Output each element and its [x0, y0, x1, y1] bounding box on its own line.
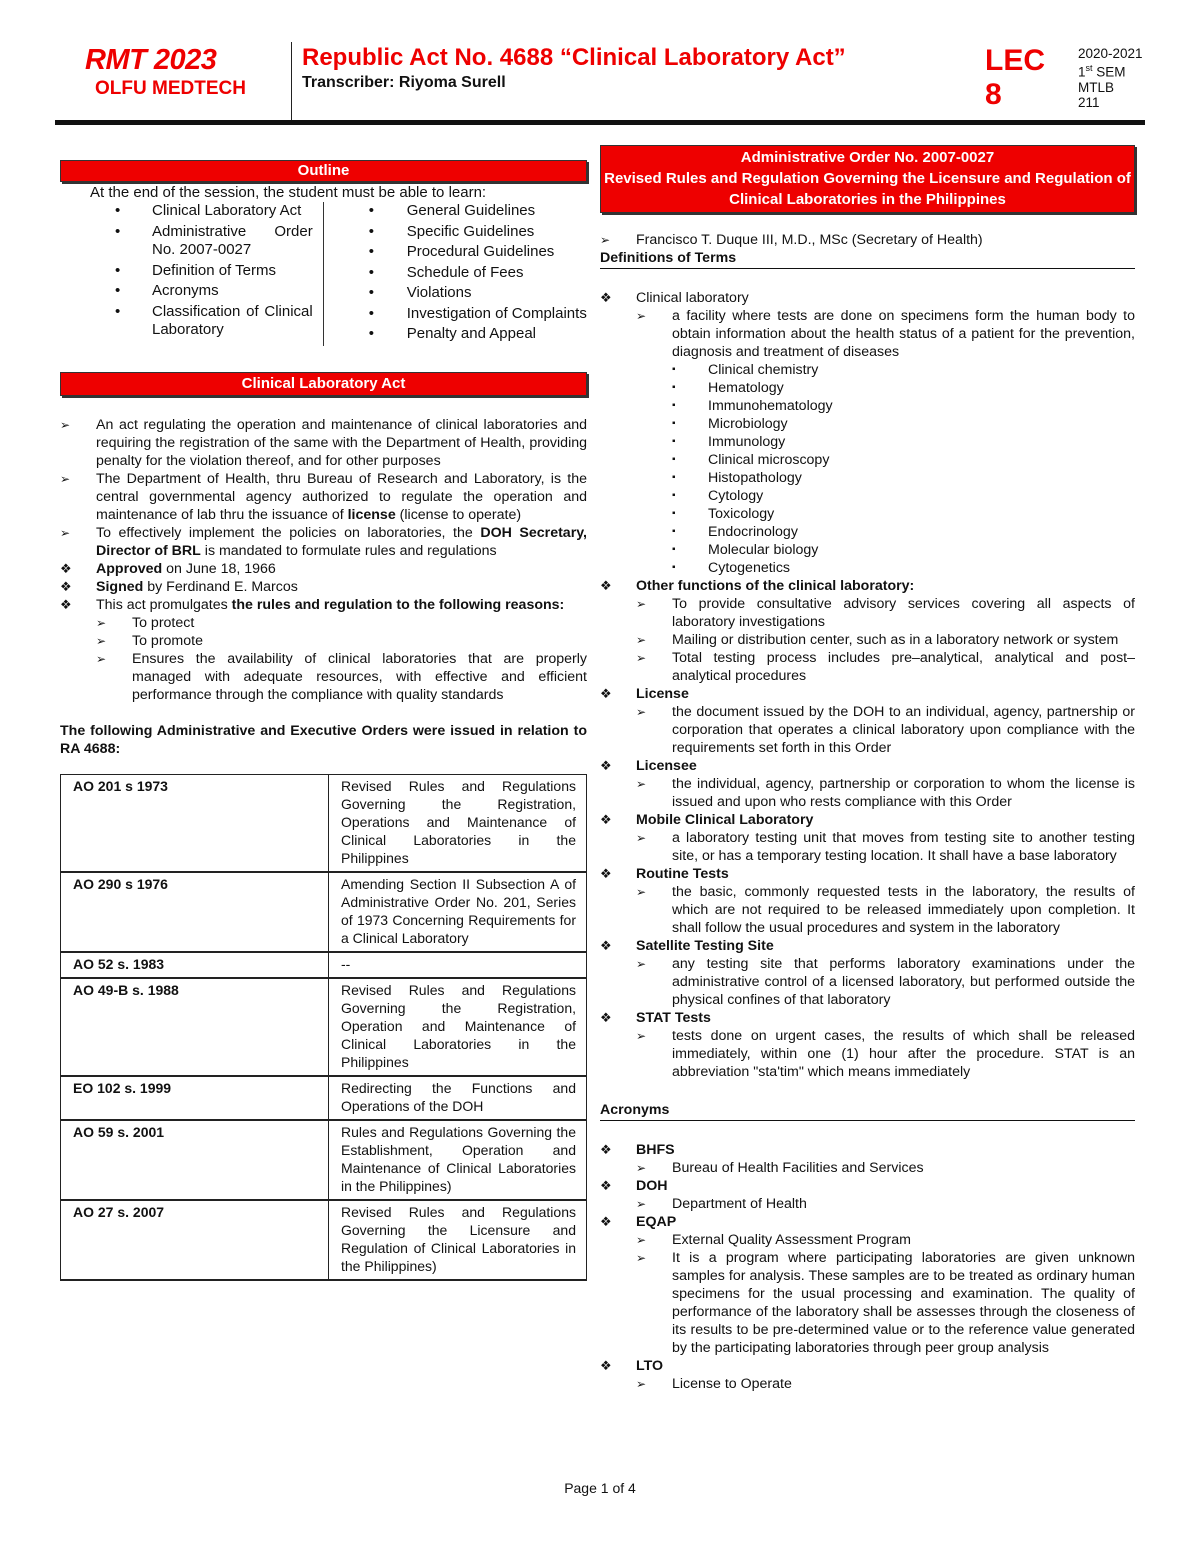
- order-code: AO 27 s. 2007: [61, 1200, 329, 1280]
- order-code: AO 49-B s. 1988: [61, 978, 329, 1076]
- order-row: [61, 1076, 587, 1120]
- lab-section-item: ▪ Clinical microscopy: [672, 451, 1135, 469]
- lab-section-item: ▪ Immunology: [672, 433, 1135, 451]
- ao2007-title: Revised Rules and Regulation Governing the Licensure and Regulation of Clinical Laboratories in the Philippines: [604, 170, 1131, 208]
- reason-item: ➢ To protect: [96, 614, 587, 632]
- acronym-item: ❖ LTO ➢ License to Operate: [600, 1357, 1135, 1393]
- ao2007-heading: [600, 145, 1135, 213]
- lab-section-item: ▪ Histopathology: [672, 469, 1135, 487]
- definition-item: ❖ Mobile Clinical Laboratory ➢ a laboratory testing unit that moves from testing site to another testing site, or has a temporary testing location. It shall have a base laboratory: [600, 811, 1135, 865]
- act-point: ➢ An act regulating the operation and maintenance of clinical laboratories and requiring the registration of the same with the Department of Health, providing penalty for the violation thereof, and for other purposes: [60, 416, 587, 470]
- document-title: Republic Act No. 4688 “Clinical Laboratory Act”: [302, 44, 846, 71]
- outline-item: • Penalty and Appeal: [369, 325, 587, 344]
- lab-section-item: ▪ Hematology: [672, 379, 1135, 397]
- transcriber: Transcriber: Riyoma Surell: [302, 74, 506, 91]
- definition-text: ➢ the document issued by the DOH to an individual, agency, partnership or corporation that operates a clinical laboratory upon compliance with the requirements set forth in this Order: [636, 703, 1135, 757]
- semester-info: [1078, 46, 1143, 110]
- outline-left-list: [60, 202, 324, 346]
- order-description: Rules and Regulations Governing the Establishment, Operation and Maintenance of Clinical Laboratories in the Philippines): [329, 1120, 587, 1200]
- outline-item: • Classification of Clinical Laboratory: [115, 303, 313, 340]
- order-description: Amending Section II Subsection A of Administrative Order No. 201, Series of 1973 Concerning Requirements for a Clinical Laboratory: [329, 872, 587, 952]
- order-code: AO 201 s 1973: [61, 774, 329, 872]
- acronym-def: ➢ Department of Health: [636, 1195, 1135, 1213]
- acronym-item: ❖ EQAP ➢ External Quality Assessment Program ➢ It is a program where participating laboratories are given unknown samples for analysis. These samples are to be treated as ordinary human specimens for the usual processing and examination. The quality of performance of the laboratory shall be assesses through the closeness of its results to be pre-determined value or to the reference value generated by the participating laboratories through peer group analysis: [600, 1213, 1135, 1357]
- signed-fact: ❖ Signed by Ferdinand E. Marcos: [60, 578, 587, 596]
- outline-intro: At the end of the session, the student must be able to learn:: [90, 184, 487, 201]
- act-heading: Clinical Laboratory Act: [60, 372, 587, 396]
- acronym-item: ❖ DOH ➢ Department of Health: [600, 1177, 1135, 1213]
- lab-section-item: ▪ Microbiology: [672, 415, 1135, 433]
- reason-item: ➢ Ensures the availability of clinical laboratories that are properly managed with adequate resources, with effective and efficient performance through the compliance with quality standards: [96, 650, 587, 704]
- outline-list: [60, 202, 587, 346]
- school-name: OLFU MEDTECH: [95, 78, 246, 99]
- order-description: Revised Rules and Regulations Governing the Registration, Operations and Maintenance of Clinical Laboratories in the Philippines: [329, 774, 587, 872]
- left-column: [60, 160, 587, 1281]
- reasons-list: [96, 614, 587, 704]
- definition-item: ❖ Other functions of the clinical laboratory: ➢ To provide consultative advisory services covering all aspects of laboratory investigations ➢ Mailing or distribution center, such as in a laboratory network or system ➢ Total testing process includes pre–analytical, analytical and post–analytical procedures: [600, 577, 1135, 685]
- other-function-item: ➢ Mailing or distribution center, such as in a laboratory network or system: [636, 631, 1135, 649]
- lab-section-item: ▪ Endocrinology: [672, 523, 1135, 541]
- secretary: ➢ Francisco T. Duque III, M.D., MSc (Secretary of Health): [600, 231, 1135, 249]
- order-row: [61, 872, 587, 952]
- orders-table: [60, 774, 587, 1281]
- order-code: AO 52 s. 1983: [61, 952, 329, 978]
- definition-item: ❖ Routine Tests ➢ the basic, commonly requested tests in the laboratory, the results of which are not required to be released immediately upon completion. It shall follow the usual procedures and system in the laboratory: [600, 865, 1135, 937]
- lab-section-item: ▪ Molecular biology: [672, 541, 1135, 559]
- outline-heading: Outline: [60, 160, 587, 182]
- ao2007-number: Administrative Order No. 2007-0027: [740, 149, 995, 166]
- outline-item: • Schedule of Fees: [369, 264, 587, 283]
- lab-section-item: ▪ Cytogenetics: [672, 559, 1135, 577]
- brand-title: RMT 2023: [85, 44, 217, 76]
- acronym-def: ➢ It is a program where participating laboratories are given unknown samples for analysis. These samples are to be treated as ordinary human specimens for the usual processing and examination. The quality of performance of the laboratory shall be assesses through the closeness of its results to be pre-determined value or to the reference value generated by the participating laboratories through peer group analysis: [636, 1249, 1135, 1357]
- course-number: 211: [1078, 94, 1100, 110]
- acronym-def: ➢ Bureau of Health Facilities and Services: [636, 1159, 1135, 1177]
- title-block: [302, 44, 972, 92]
- lab-section-item: ▪ Cytology: [672, 487, 1135, 505]
- outline-item: • Procedural Guidelines: [369, 243, 587, 262]
- order-row: [61, 952, 587, 978]
- definition-text: ➢ the basic, commonly requested tests in the laboratory, the results of which are not required to be released immediately upon completion. It shall follow the usual procedures and system in the laboratory: [636, 883, 1135, 937]
- definition-item: ❖ License ➢ the document issued by the DOH to an individual, agency, partnership or corporation that operates a clinical laboratory upon compliance with the requirements set forth in this Order: [600, 685, 1135, 757]
- outline-item: • Clinical Laboratory Act: [115, 202, 313, 221]
- outline-item: • Definition of Terms: [115, 262, 313, 281]
- definition-item: ❖ Clinical laboratory ➢ a facility where tests are done on specimens form the human body to obtain information about the health status of a patient for the prevention, diagnosis and treatment of diseases ▪ Clinical chemistry ▪ Hematology ▪ Immunohematology ▪ Microbiology ▪ Immunology ▪ Clinical microscopy ▪ Histopathology ▪ Cytology ▪ Toxicology ▪ Endocrinology ▪ Molecular biology ▪ Cytogenetics: [600, 289, 1135, 577]
- order-description: Revised Rules and Regulations Governing the Registration, Operation and Maintenance of Clinical Laboratories in the Philippines: [329, 978, 587, 1076]
- other-function-item: ➢ To provide consultative advisory services covering all aspects of laboratory investigations: [636, 595, 1135, 631]
- outline-right-list: [324, 202, 587, 346]
- lab-section-item: ▪ Clinical chemistry: [672, 361, 1135, 379]
- definition-text: ➢ a facility where tests are done on specimens form the human body to obtain information about the health status of a patient for the prevention, diagnosis and treatment of diseases: [636, 307, 1135, 361]
- page-footer: Page 1 of 4: [564, 1480, 636, 1496]
- order-row: [61, 774, 587, 872]
- definitions-heading: Definitions of Terms: [600, 249, 1135, 269]
- promulgates-fact: ❖ This act promulgates the rules and regulation to the following reasons: ➢ To protect ➢ To promote ➢ Ensures the availability of clinical laboratories that are properly managed with adequate resources, with effective and efficient performance through the compliance with quality standards: [60, 596, 587, 704]
- secretary-list: [600, 231, 1135, 249]
- outline-item: • Administrative Order No. 2007-0027: [115, 223, 313, 260]
- acronym-def: ➢ License to Operate: [636, 1375, 1135, 1393]
- lecture-number: LEC 8: [985, 44, 1045, 111]
- outline-item: • Specific Guidelines: [369, 223, 587, 242]
- lab-section-item: ▪ Immunohematology: [672, 397, 1135, 415]
- order-row: [61, 1120, 587, 1200]
- outline-item: • Acronyms: [115, 282, 313, 301]
- definition-text: ➢ a laboratory testing unit that moves from testing site to another testing site, or has a temporary testing location. It shall have a base laboratory: [636, 829, 1135, 865]
- orders-intro: The following Administrative and Executive Orders were issued in relation to RA 4688:: [60, 722, 587, 757]
- definition-text: ➢ tests done on urgent cases, the results of which shall be released immediately, within one (1) hour after the procedure. STAT is an abbreviation "sta'tim" which means immediately: [636, 1027, 1135, 1081]
- outline-item: • Violations: [369, 284, 587, 303]
- reason-item: ➢ To promote: [96, 632, 587, 650]
- right-column: [600, 145, 1135, 1393]
- acronym-item: ❖ BHFS ➢ Bureau of Health Facilities and Services: [600, 1141, 1135, 1177]
- other-functions-list: [636, 595, 1135, 685]
- approved-fact: ❖ Approved on June 18, 1966: [60, 560, 587, 578]
- lab-sections-list: [636, 361, 1135, 577]
- definition-item: ❖ Satellite Testing Site ➢ any testing site that performs laboratory examinations under the administrative control of a licensed laboratory, but performed outside the physical confines of that laboratory: [600, 937, 1135, 1009]
- order-code: AO 290 s 1976: [61, 872, 329, 952]
- order-description: Redirecting the Functions and Operations of the DOH: [329, 1076, 587, 1120]
- school-year: 2020-2021: [1078, 46, 1143, 61]
- order-code: AO 59 s. 2001: [61, 1120, 329, 1200]
- acronym-def: ➢ External Quality Assessment Program: [636, 1231, 1135, 1249]
- lab-section-item: ▪ Toxicology: [672, 505, 1135, 523]
- brand-block: [85, 44, 335, 100]
- semester: 1st SEM: [1078, 63, 1126, 80]
- outline-item: • Investigation of Complaints: [369, 305, 587, 324]
- act-points: [60, 416, 587, 560]
- outline-item: • General Guidelines: [369, 202, 587, 221]
- act-point: ➢ To effectively implement the policies on laboratories, the DOH Secretary, Director of BRL is mandated to formulate rules and regulations: [60, 524, 587, 560]
- header-divider: [291, 42, 292, 120]
- act-facts: [60, 560, 587, 704]
- header-rule: [55, 120, 1145, 125]
- acronyms-list: [600, 1141, 1135, 1393]
- definition-item: ❖ Licensee ➢ the individual, agency, partnership or corporation to whom the license is issued and upon who rests compliance with this Order: [600, 757, 1135, 811]
- page-header: [55, 40, 1145, 120]
- order-description: Revised Rules and Regulations Governing the Licensure and Regulation of Clinical Laboratories in the Philippines): [329, 1200, 587, 1280]
- other-function-item: ➢ Total testing process includes pre–analytical, analytical and post–analytical procedures: [636, 649, 1135, 685]
- definitions-list: [600, 289, 1135, 1081]
- order-description: --: [329, 952, 587, 978]
- course-code: MTLB: [1078, 79, 1115, 95]
- definition-item: ❖ STAT Tests ➢ tests done on urgent cases, the results of which shall be released immediately, within one (1) hour after the procedure. STAT is an abbreviation "sta'tim" which means immediately: [600, 1009, 1135, 1081]
- acronyms-heading: Acronyms: [600, 1101, 1135, 1121]
- order-row: [61, 1200, 587, 1280]
- definition-text: ➢ the individual, agency, partnership or corporation to whom the license is issued and upon who rests compliance with this Order: [636, 775, 1135, 811]
- definition-text: ➢ any testing site that performs laboratory examinations under the administrative control of a licensed laboratory, but performed outside the physical confines of that laboratory: [636, 955, 1135, 1009]
- act-point: ➢ The Department of Health, thru Bureau of Research and Laboratory, is the central governmental agency authorized to regulate the operation and maintenance of lab thru the issuance of license (license to operate): [60, 470, 587, 524]
- order-code: EO 102 s. 1999: [61, 1076, 329, 1120]
- order-row: [61, 978, 587, 1076]
